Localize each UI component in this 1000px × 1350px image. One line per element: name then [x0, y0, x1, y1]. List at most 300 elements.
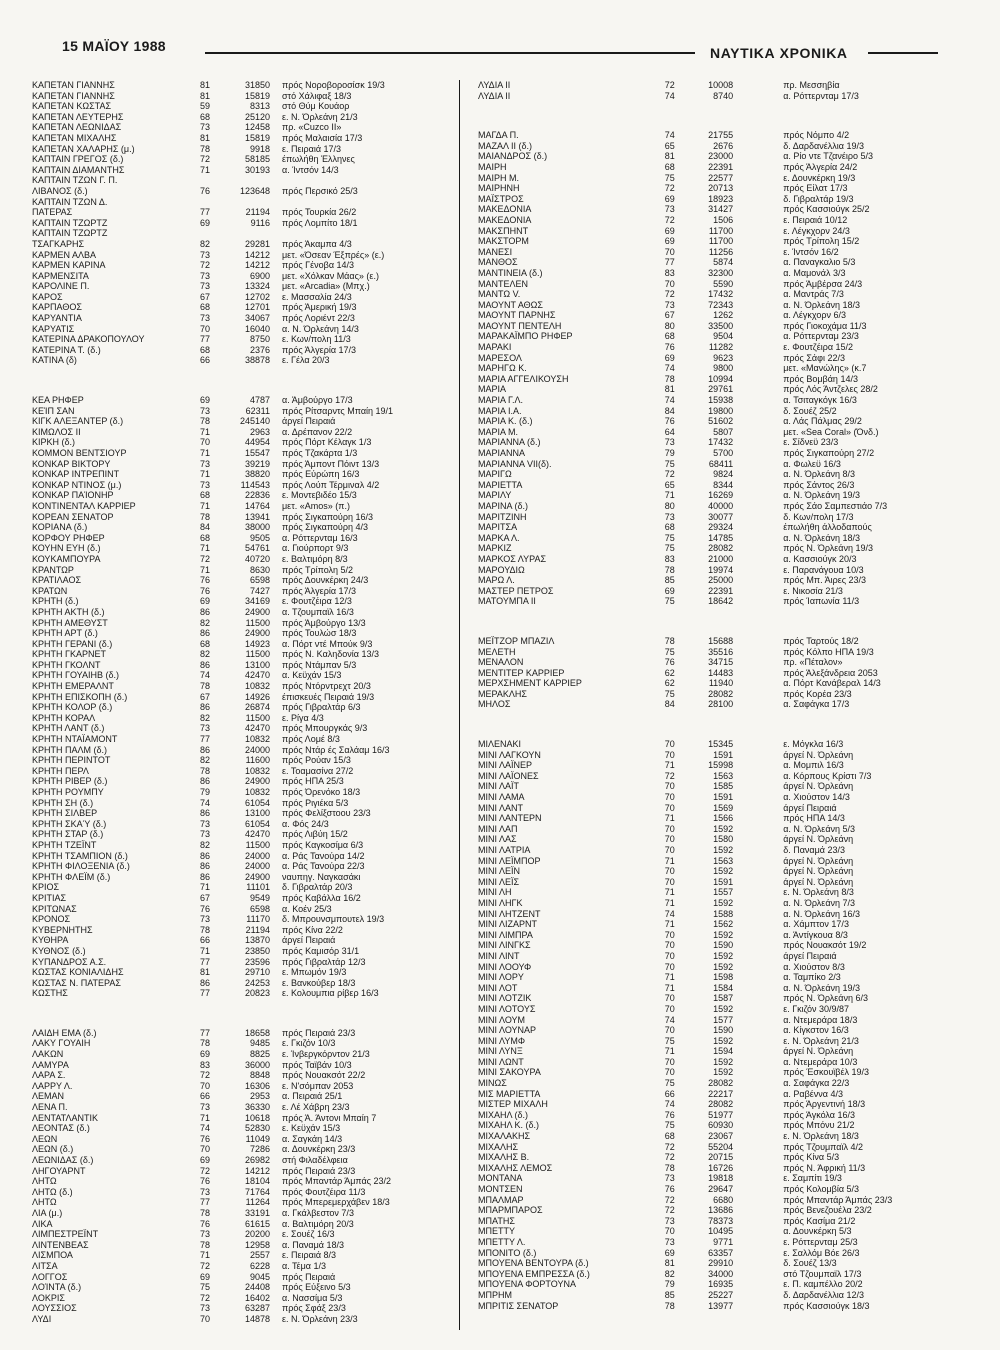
build-year: 70: [664, 845, 675, 855]
ship-row: [32, 186, 452, 197]
position-note: α. Ν. Όρλεάνη 14/3: [282, 323, 359, 334]
ship-row: [32, 197, 452, 208]
build-year: 76: [199, 575, 210, 586]
ship-name: ΚΑΠΕΤΑΝ ΧΑΛΑΡΗΣ (μ.): [32, 143, 135, 154]
tonnage: 16040: [244, 323, 270, 334]
ship-row: [478, 1152, 978, 1163]
tonnage: 2676: [713, 140, 734, 151]
tonnage: 51602: [708, 416, 734, 427]
position-note: ε. Ν'σόμπαν 2053: [282, 1080, 354, 1091]
tonnage: 11940: [708, 678, 734, 689]
ship-row: [32, 1272, 452, 1283]
build-year: 72: [664, 770, 675, 781]
ship-section: [478, 739, 978, 1311]
build-year: 77: [199, 956, 210, 967]
ship-name: ΚΡΗΤΗ ΚΟΡΑΛ: [32, 712, 96, 723]
tonnage: 1592: [713, 866, 734, 877]
ship-name: ΚΥΠΑΝΔΡΟΣ Α.Σ.: [32, 956, 107, 967]
position-note: πρός Σάο Σαμπεστιάο 7/3: [783, 500, 888, 511]
build-year: 86: [199, 808, 210, 819]
ship-name: ΜΑΣΤΕΡ ΠΕΤΡΟΣ: [478, 585, 554, 596]
tonnage: 14212: [244, 249, 270, 260]
tonnage: 10832: [244, 787, 270, 797]
ship-row: [478, 1195, 978, 1206]
build-year: 71: [664, 887, 675, 898]
position-note: πρός Βενεζουέλα 23/2: [783, 1205, 872, 1216]
build-year: 69: [199, 1155, 210, 1165]
ship-name: ΜΑΙΡΗΝΗ: [478, 183, 520, 194]
position-note: πρός Ά. Άντονι Μπαίη 7: [282, 1112, 377, 1123]
build-year: 64: [664, 426, 675, 437]
tonnage: 23000: [708, 151, 734, 162]
tonnage: 15998: [708, 760, 734, 771]
ship-row: [32, 154, 452, 165]
ship-row: [478, 416, 978, 427]
tonnage: [210, 175, 270, 186]
tonnage: 54761: [244, 543, 270, 554]
ship-name: ΜΙΧΑΗΛ Κ. (δ.): [478, 1120, 540, 1131]
ship-row: [32, 904, 452, 915]
ship-name: ΜΙΧΑΗΛ (δ.): [478, 1109, 529, 1120]
position-note: α. Ντεμεράρα 18/3: [783, 1014, 858, 1025]
position-note: α. Παναμά 18/3: [282, 1239, 345, 1250]
build-year: 86: [199, 861, 210, 872]
build-year: 70: [664, 993, 675, 1004]
position-note: άργεί Ν. Όρλεάνη: [783, 866, 854, 877]
tonnage: 9504: [713, 331, 734, 342]
build-year: 75: [664, 458, 675, 469]
column-divider: [459, 80, 460, 1330]
ship-name: ΛΙΑ (μ.): [32, 1207, 63, 1218]
tonnage: 11101: [246, 882, 270, 893]
tonnage: 1592: [713, 961, 734, 972]
build-year: 74: [199, 797, 210, 808]
tonnage: 22836: [244, 490, 270, 501]
tonnage: 52830: [244, 1123, 270, 1134]
tonnage: 9918: [249, 143, 270, 154]
position-note: α. Ράς Τανούρα 22/3: [282, 861, 365, 872]
ship-section: [32, 395, 452, 999]
ship-row: [478, 384, 978, 395]
build-year: 86: [199, 850, 210, 861]
tonnage: 15345: [708, 739, 734, 750]
tonnage: 20713: [708, 183, 734, 194]
build-year: 69: [664, 225, 675, 236]
position-note: ε. Πειραιά 8/3: [282, 1250, 337, 1261]
position-note: πρός Εύξεινο 5/3: [282, 1282, 351, 1293]
build-year: 73: [199, 313, 210, 324]
tonnage: 60930: [708, 1120, 734, 1131]
ship-name: ΜΠΑΤΗΣ: [478, 1215, 515, 1226]
tonnage: 2953: [249, 1091, 270, 1102]
ship-name: ΛΥΔΙ: [32, 1313, 52, 1324]
position-note: πρός Νοροβοροσίσκ 19/3: [282, 80, 385, 90]
tonnage: 42470: [244, 670, 270, 681]
ship-row: [478, 226, 978, 237]
build-year: 69: [199, 1049, 210, 1060]
ship-name: ΜΙΝΙ ΛΑΜΑ: [478, 792, 525, 803]
ship-name: ΛΑΙΔΗ ΕΜΑ (δ.): [32, 1027, 97, 1038]
position-note: α. Ν. Όρλεάνη 18/3: [783, 532, 861, 543]
ship-row: [478, 919, 978, 930]
tonnage: 28082: [708, 1078, 734, 1089]
build-year: 67: [199, 291, 210, 302]
tonnage: 18642: [708, 596, 734, 607]
ship-name: ΚΡΙΟΣ: [32, 882, 60, 893]
position-note: πρός Κολομβία 5/3: [783, 1184, 860, 1194]
ship-name: ΜΑΖΑΛ ΙΙ (δ.): [478, 140, 533, 151]
tonnage: 1592: [713, 929, 734, 940]
tonnage: 11700: [708, 236, 734, 247]
ship-name: ΜΙΝΙ ΛΗΓΚ: [478, 897, 523, 908]
build-year: 84: [664, 405, 675, 416]
tonnage: 1562: [713, 919, 734, 930]
position-note: α. Χιούστον 8/3: [783, 961, 845, 972]
ship-name: ΜΑΚΣΤΟΡΜ: [478, 236, 529, 247]
position-note: έπωλήθη άλλοδαπούς: [783, 522, 872, 533]
ship-row: [32, 1134, 452, 1145]
ship-row: [478, 856, 978, 867]
build-year: 69: [199, 395, 210, 406]
ship-row: [32, 80, 452, 91]
position-note: α. Ν. Όρλεάνη 8/3: [783, 469, 856, 480]
build-year: 83: [664, 553, 675, 564]
ship-row: [478, 824, 978, 835]
position-note: δ. Δαρδανέλλια 19/3: [783, 140, 864, 151]
position-note: ε. Κων/πολη 11/3: [282, 334, 351, 345]
tonnage: 31850: [244, 80, 270, 90]
position-note: ε. Μπωμόν 19/3: [282, 967, 347, 978]
build-year: 70: [664, 278, 675, 289]
ship-row: [478, 130, 978, 141]
ship-row: [478, 342, 978, 353]
position-note: πρός Κίνα 22/2: [282, 924, 343, 935]
ship-name: ΚΙΜΩΛΟΣ ΙΙ: [32, 426, 81, 437]
position-note: πρός Άμβέρσα 24/3: [783, 278, 863, 289]
position-note: πρός Έσκουϊβέλ 19/3: [783, 1067, 869, 1078]
build-year: 73: [199, 723, 210, 734]
tonnage: 11500: [245, 617, 270, 628]
ship-section: [32, 1028, 452, 1325]
build-year: 84: [199, 522, 210, 533]
position-note: πρός Σιγκαπούρη 4/3: [282, 522, 368, 533]
position-note: μετ. «Sea Coral» (Όνδ.): [783, 426, 879, 437]
ship-name: ΜΙΝΙ ΛΟΟΥΦ: [478, 961, 532, 972]
tonnage: 1591: [713, 876, 734, 887]
ship-row: [32, 292, 452, 303]
ship-row: [478, 678, 978, 689]
build-year: [182, 175, 210, 186]
ship-name: ΜΠΟΥΕΝΑ ΦΟΡΤΟΥΝΑ: [478, 1279, 576, 1290]
build-year: 77: [199, 988, 210, 999]
ship-row: [32, 607, 452, 618]
position-note: ε. Κεϋχάν 15/3: [282, 1123, 341, 1134]
ship-row: [478, 448, 978, 459]
ship-name: ΚΟΝΚΑΡ ΙΝΤΡΕΠΙΝΤ: [32, 469, 120, 480]
tonnage: 18104: [244, 1176, 270, 1187]
ship-row: [478, 575, 978, 586]
build-year: 59: [199, 101, 210, 112]
ship-name: ΚΡΑΤΩΝ: [32, 585, 68, 596]
build-year: 86: [199, 702, 210, 713]
position-note: πρός Νουακσότ 19/2: [783, 940, 867, 951]
position-note: άργεί Ν. Όρλεάνη: [783, 781, 854, 792]
ship-name: ΜΑΪΣΤΡΟΣ: [478, 193, 524, 204]
position-note: πρός Μπαντάρ Άμπάς 23/3: [783, 1194, 893, 1205]
tonnage: 2963: [249, 426, 270, 437]
tonnage: 1592: [713, 823, 734, 834]
build-year: 78: [199, 1239, 210, 1250]
position-note: ε. Ν. Όρλεάνη 8/3: [783, 887, 854, 898]
build-year: 73: [664, 437, 675, 448]
build-year: 77: [199, 1197, 210, 1208]
build-year: 71: [664, 1046, 675, 1057]
position-note: μετ. «Amos» (π.): [282, 500, 350, 511]
ship-row: [478, 353, 978, 364]
ship-row: [32, 395, 452, 406]
ship-name: ΚΡΗΤΗ ΤΖΕΪΝΤ: [32, 839, 97, 850]
ship-name: ΜΠΟΥΕΝΑ ΒΕΝΤΟΥΡΑ (δ.): [478, 1258, 589, 1269]
build-year: 86: [199, 977, 210, 988]
tonnage: 1506: [713, 214, 734, 225]
ship-row: [32, 861, 452, 872]
position-note: δ. Γιβραλτάρ 19/3: [783, 193, 854, 204]
ship-name: ΜΙΝΙ ΛΩΝΤ: [478, 1056, 524, 1067]
ship-name: ΚΥΘΗΡΑ: [32, 935, 69, 946]
position-note: α. Ν. Όρλεάνη 19/3: [783, 982, 861, 993]
ship-name: ΛΑΡΡΥ Λ.: [32, 1080, 73, 1091]
position-note: [270, 228, 452, 239]
tonnage: 14212: [244, 1165, 270, 1176]
build-year: 78: [199, 1038, 210, 1049]
build-year: 74: [664, 908, 675, 919]
position-note: ε. Πειραιά 17/3: [282, 143, 342, 154]
position-note: α. Τσιταγκόγκ 16/3: [783, 395, 857, 406]
build-year: 77: [664, 257, 675, 268]
position-note: πρός Άγκόλα 16/3: [783, 1109, 856, 1120]
position-note: άργεί Πειραιά: [282, 416, 336, 427]
position-note: πρός Άργεντινή 18/3: [783, 1099, 866, 1110]
ship-row: [478, 596, 978, 607]
build-year: 73: [199, 1303, 210, 1314]
ship-name: ΜΙΝΙ ΛΕΪΝ: [478, 866, 521, 877]
ship-row: [478, 940, 978, 951]
tonnage: 16306: [244, 1080, 270, 1091]
ship-name: ΜΙΝΙ ΛΥΜΦ: [478, 1035, 526, 1046]
position-note: πρός Γιβραλτάρ 12/3: [282, 956, 366, 967]
build-year: 77: [199, 207, 210, 218]
ship-name: ΚΡΗΤΗ ΚΟΛΟΡ (δ.): [32, 702, 113, 713]
position-note: ε. Παρανάγουα 10/3: [783, 564, 864, 575]
ship-name: ΛΑΜΥΡΑ: [32, 1059, 69, 1070]
position-note: πρός Πειραιά 23/3: [282, 1165, 356, 1176]
ship-row: [478, 887, 978, 898]
ship-row: [478, 268, 978, 279]
tonnage: 10832: [244, 681, 270, 692]
ship-name: ΚΑΡΜΕΝ ΚΑΡΙΝΑ: [32, 260, 106, 271]
position-note: α. Τέμα 1/3: [282, 1260, 326, 1271]
ship-row: [478, 1184, 978, 1195]
tonnage: 21194: [245, 207, 270, 218]
ship-name: ΛΙΤΣΑ: [32, 1260, 58, 1271]
ship-row: [478, 962, 978, 973]
tonnage: 31427: [708, 204, 734, 215]
tonnage: 22391: [708, 161, 734, 172]
ship-name: ΜΑΝΤΩ V.: [478, 289, 521, 300]
position-note: πρός ΗΠΑ 25/3: [282, 776, 344, 787]
build-year: 74: [664, 130, 675, 141]
ship-section: [478, 636, 978, 710]
build-year: 75: [664, 532, 675, 543]
position-note: δ. Σουέζ 25/2: [783, 405, 837, 416]
position-note: α. Χιούστον 14/3: [783, 792, 850, 803]
ship-row: [32, 122, 452, 133]
ship-section: [478, 130, 978, 607]
tonnage: 9549: [249, 892, 270, 903]
position-note: μετ. «Μανώλης» (κ.7: [783, 363, 867, 374]
tonnage: 1592: [713, 1035, 734, 1046]
build-year: 73: [199, 281, 210, 292]
ship-name: ΚΡΗΤΗ ΓΚΑΡΝΕΤ: [32, 649, 106, 660]
position-note: πρός Λιβύη 15/2: [282, 829, 348, 840]
position-note: ε. Κολουμπια ρίβερ 16/3: [282, 988, 379, 999]
ship-name: ΚΡΗΤΗ ΛΑΝΤ (δ.): [32, 723, 105, 734]
build-year: 65: [664, 479, 675, 490]
build-year: 71: [199, 500, 210, 511]
position-note: δ. Γιβραλτάρ 20/3: [282, 882, 353, 893]
position-note: άργεί Ν. Όρλεάνη: [783, 749, 854, 760]
position-note: ε. Μασσαλία 24/3: [282, 291, 352, 302]
ship-name: ΜΙΝΙ ΛΕΪΜΠΟΡ: [478, 855, 541, 866]
tonnage: 1590: [713, 1025, 734, 1036]
position-note: πρός Μαλαισία 17/3: [282, 132, 363, 143]
build-year: 70: [664, 961, 675, 972]
ship-name: ΜΑΚΕΔΟΝΙΑ: [478, 204, 532, 215]
tonnage: 24900: [244, 628, 270, 639]
position-note: ε. Ν. Όρλεάνη 21/3: [783, 1035, 859, 1046]
ship-name: ΜΠΑΡΜΠΑΡΟΣ: [478, 1205, 543, 1216]
ship-name: ΜΠΑΛΜΑΡ: [478, 1194, 524, 1205]
tonnage: 8630: [249, 564, 270, 575]
ship-name: ΚΑΠΤΑΙΝ ΔΙΑΜΑΝΤΗΣ: [32, 164, 125, 175]
position-note: α. Λέγκχορν 6/3: [783, 310, 847, 321]
build-year: 70: [664, 802, 675, 813]
position-note: πρός Άλεξάνδρεια 2053: [783, 667, 878, 678]
position-note: πρός Ν. Καληδονία 13/3: [282, 649, 380, 660]
position-note: πρός Τρίπολη 5/2: [282, 564, 354, 575]
ship-row: [478, 699, 978, 710]
position-note: πρός Μπερεμερχάβεν 18/3: [282, 1197, 390, 1208]
position-note: α. Δουνκέρκη 23/3: [282, 1144, 356, 1155]
position-note: α. Ρόττερνταμ 16/3: [282, 532, 358, 543]
position-note: πρ. «Πέταλον»: [783, 657, 843, 668]
build-year: 70: [664, 929, 675, 940]
tonnage: 30193: [244, 164, 270, 175]
tonnage: 8313: [249, 101, 270, 112]
ship-row: [478, 983, 978, 994]
ship-row: [32, 734, 452, 745]
tonnage: 25227: [708, 1289, 734, 1300]
tonnage: 12702: [244, 291, 270, 302]
tonnage: [210, 197, 270, 208]
position-note: πρός Πειραιά 23/3: [282, 1027, 356, 1038]
ship-row: [32, 1208, 452, 1219]
ship-row: [478, 1067, 978, 1078]
position-note: πρός Ντάρ ές Σαλάαμ 16/3: [282, 744, 390, 755]
build-year: 81: [199, 967, 210, 978]
build-year: 68: [664, 1131, 675, 1142]
build-year: 74: [664, 90, 675, 101]
ship-name: ΚΡΗΤΗ ΑΡΤ (δ.): [32, 628, 98, 639]
position-note: α. Άμβούργο 17/3: [282, 395, 353, 406]
position-note: πρός Άκαμπα 4/3: [282, 238, 352, 249]
position-note: [270, 175, 452, 186]
tonnage: 5807: [713, 426, 734, 437]
build-year: 72: [664, 1205, 675, 1216]
ship-row: [32, 1282, 452, 1293]
ship-name: ΚΡΗΤΗ ΤΣΑΜΠΙΟΝ (δ.): [32, 850, 128, 861]
ship-name: ΜΕΝΤΙΤΕΡ ΚΑΡΡΙΕΡ: [478, 667, 565, 678]
ship-name: ΚΟΡΙΑΝΑ (δ.): [32, 522, 88, 533]
ship-row: [478, 395, 978, 406]
position-note: πρός Περσικό 25/3: [282, 185, 358, 196]
position-note: α. Νασσίμα 5/3: [282, 1292, 343, 1303]
build-year: 74: [664, 1014, 675, 1025]
build-year: 73: [199, 479, 210, 490]
ship-name: ΜΕΡΑΚΛΗΣ: [478, 688, 527, 699]
tonnage: 15688: [708, 635, 734, 646]
ship-row: [32, 819, 452, 830]
position-note: πρός Γιοκοχάμα 11/3: [783, 320, 867, 331]
ship-row: [478, 750, 978, 761]
position-note: δ. Σουέζ 13/3: [783, 1258, 837, 1269]
position-note: ε. Σουέζ 16/3: [282, 1229, 335, 1240]
ship-row: [478, 141, 978, 152]
tonnage: 1588: [713, 908, 734, 919]
build-year: 79: [199, 787, 210, 797]
build-year: 67: [199, 691, 210, 702]
build-year: 76: [664, 342, 675, 353]
ship-row: [32, 565, 452, 576]
tonnage: 11500: [245, 712, 270, 723]
build-year: 72: [664, 1194, 675, 1205]
position-note: στό Χάλιφαξ 18/3: [282, 90, 352, 101]
ship-name: ΜΑΡΟΥΔΙΩ: [478, 564, 525, 575]
build-year: 71: [664, 855, 675, 866]
build-year: 74: [664, 1099, 675, 1110]
ship-name: ΚΩΣΤΑΣ ΚΟΝΙΑΛΙΔΗΣ: [32, 967, 124, 978]
tonnage: 29324: [708, 522, 734, 533]
position-note: πρός Ν. Όρλεάνη 6/3: [783, 993, 869, 1004]
ship-name: ΜΑΡΚΑ Λ.: [478, 532, 520, 543]
tonnage: 1262: [713, 310, 734, 321]
ship-row: [478, 1089, 978, 1100]
tonnage: 24000: [244, 861, 270, 872]
position-note: α. Μαντράς 7/3: [783, 289, 844, 300]
tonnage: 34715: [708, 657, 734, 668]
position-note: πρός Βομβάη 14/3: [783, 373, 858, 384]
position-note: πρός Ταϊβάν 10/3: [282, 1059, 352, 1070]
publication-title: ΝΑΥΤΙΚΑ ΧΡΟΝΙΚΑ: [710, 45, 848, 61]
ship-row: [32, 313, 452, 324]
ship-name: ΚΑΤΕΡΙΝΑ Τ. (δ.): [32, 344, 101, 355]
tonnage: 1598: [713, 972, 734, 983]
position-note: α. Μαμονάλ 3/3: [783, 267, 846, 278]
ship-name: ΤΣΑΓΚΑΡΗΣ: [32, 238, 85, 249]
tonnage: 13100: [244, 659, 270, 670]
ship-name: ΚΑΠΕΤΑΝ ΓΙΑΝΝΗΣ: [32, 80, 115, 90]
tonnage: 11500: [245, 839, 270, 850]
